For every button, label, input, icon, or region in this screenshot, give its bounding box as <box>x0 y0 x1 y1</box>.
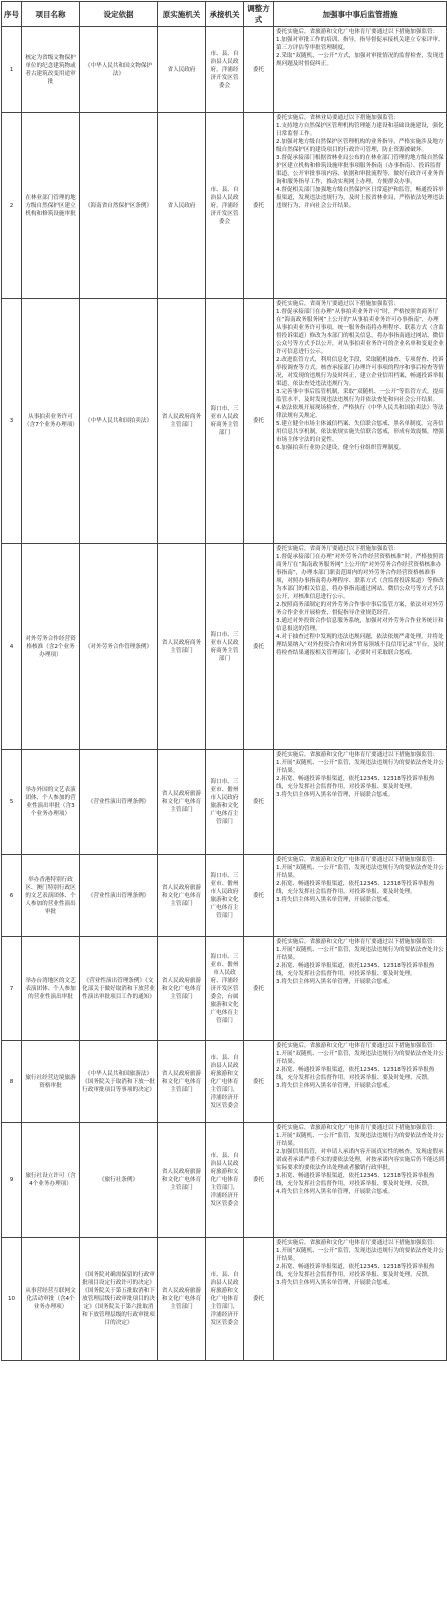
row-original-authority: 省人民政府旅游和文化广电体育主管部门 <box>158 1041 206 1123</box>
row-no: 1 <box>2 27 22 113</box>
measure-item: 委托实施后，省旅游和文化广电体育厅要通过以下措施加强监管： <box>276 1125 439 1131</box>
measure-item: 3.拓宽、畅通投诉举报渠道，依托12345、12318等投诉举报热线，充分发挥社会监督作用，对投诉举报、要及时处理、反馈。 <box>276 1173 435 1187</box>
row-basis: 《营业性演出管理条例》《文化部关于做好取消和下放营业性演出审批项目工作的通知》 <box>80 937 158 1041</box>
row-adjust-mode: 委托 <box>244 937 274 1041</box>
row-receiving-authority: 市、县、自治县人民政府旅游和文化广电体育主管部门，洋浦经济开发区管委会 <box>206 1238 244 1361</box>
row-no: 3 <box>2 299 22 544</box>
measure-item: 委托实施后，省旅游和文化广电体育厅要通过以下措施加强监管： <box>276 1240 439 1246</box>
measure-item: 委托实施后，省商务厅要通过以下措施加强监管： <box>276 546 400 552</box>
measure-item: 1.开展“双随机、一公开”监管，发现违法违规行为的要依法查处并公开结果。 <box>276 1133 444 1147</box>
row-receiving-authority: 市、县、自治县人民政府旅游和文化广电体育主管部门，洋浦经济开发区管委会 <box>206 1041 244 1123</box>
measure-item: 3.督促承接部门根据省林业局公布的在林业部门管理的地方级自然保护区建立机构和修筑设施审批事项服务指南（办事指南）、投诉监督渠道，公开审批事项内容、依据和审批流程等，做好行政许可业务咨询和服务指导工作，推动实现网上办理，方便群众办事。 <box>276 155 444 185</box>
row-no: 8 <box>2 1041 22 1123</box>
row-adjust-mode: 委托 <box>244 1238 274 1361</box>
measure-item: 2.拓宽、畅通投诉举报渠道，依托12345、12318等投诉举报热线，充分发挥社会监督作用，对投诉举报、要及时处理。 <box>276 776 435 790</box>
table-header-row <box>2 2 447 27</box>
row-name: 举办香港特别行政区、澳门特别行政区的文艺表演团体、个人参加的营业性演出审批 <box>22 855 80 937</box>
row-basis: 《国务院对确需保留的行政审批项目设定行政许可的决定》《国务院关于第五批取消和下放管理层级行政审批项目的决定》《国务院关于第六批取消和下放管理层级的行政审批项目的决定》 <box>80 1238 158 1361</box>
row-name: 对外劳务合作经营资格核准（含2个业务办理项） <box>22 544 80 750</box>
row-adjust-mode: 委托 <box>244 1123 274 1238</box>
table-row <box>2 299 447 544</box>
measure-item: 1.开展“双随机、一公开”监管，发现违法违规行为的要依法查处并公开结果。 <box>276 865 444 879</box>
row-name: 从事营经营互联网文化活动审批（含4个业务办理项） <box>22 1238 80 1361</box>
row-receiving-authority: 海口市、三亚市、儋州市人民政府、洋浦经济开发区管委会，台属旅游和文化广电体育主管部门 <box>206 937 244 1041</box>
row-measures <box>274 750 447 855</box>
policy-table <box>1 1 447 1361</box>
table-row <box>2 27 447 113</box>
row-measures <box>274 544 447 750</box>
measure-item: 委托实施后，省旅游和文化广电体育厅要通过以下措施加强监管： <box>276 752 439 758</box>
header-measures: 加强事中事后监管措施 <box>274 2 447 27</box>
row-adjust-mode: 委托 <box>244 299 274 544</box>
measure-item: 1.督促承接部门在办理“对外劳务合作经营资格核准”时，严格按照省商务厅在“海南政务服务网”上公开的“对外劳务合作经营资格核准办事指南”，办理本部门职责范围内的对外劳务合作经营资格核准事项，对照办事指南将办理程序、联系方式（含监督投诉渠道）等修改为本部门的相关信息，将办事指南通过网站、微信公众号等方式予以公开，对核准信息进行公示。 <box>276 554 444 600</box>
row-receiving-authority: 海口市、三亚市人民政府商务主管部门 <box>206 299 244 544</box>
row-no: 7 <box>2 937 22 1041</box>
measure-item: 2.拓宽、畅通投诉举报渠道，依托12345、12318等投诉举报热线，充分发挥社会监督作用，对投诉举报、要及时处理。 <box>276 881 435 895</box>
measure-item: 3.将失信主体列入黑名单管理，开展联合惩戒。 <box>276 1083 394 1089</box>
measure-item: 2.加强对地方级自然保护区管理机构的业务指导，严格实施涉及地方级自然保护区的建设项目的行政许可管理，防止资源被破坏。 <box>276 139 444 153</box>
measure-item: 3.将失信主体列入黑名单管理，开展联合惩戒。 <box>276 1280 394 1286</box>
header-name: 项目名称 <box>22 2 80 27</box>
row-basis: 《旅行社条例》 <box>80 1123 158 1238</box>
measure-item: 2.采取“双随机、一公开”方式，加强对审批情况的监督检查，发现违规问题及时督促纠正。 <box>276 53 444 67</box>
measure-item: 委托实施后，省旅游和文化广电体育厅要通过以下措施加强监管： <box>276 29 439 35</box>
row-basis: 《营业性演出管理条例》 <box>80 750 158 855</box>
row-measures <box>274 27 447 113</box>
row-adjust-mode: 委托 <box>244 855 274 937</box>
table-row <box>2 113 447 299</box>
row-measures <box>274 855 447 937</box>
table-row <box>2 855 447 937</box>
row-adjust-mode: 委托 <box>244 544 274 750</box>
measure-item: 2.按照商务部制定的对外劳务合作事中事后监管方案，依法对对外劳务合作企业开展检查，督促指导企业规范经营。 <box>276 602 444 616</box>
header-orig: 原实施机关 <box>158 2 206 27</box>
measure-item: 4.依法依规开展现场检查，严格执行《中华人民共和国拍卖法》等法律法规有关规定。 <box>276 405 444 419</box>
header-no: 序号 <box>2 2 22 27</box>
measure-item: 2.拓宽、畅通投诉举报渠道，依托12345、12318等投诉举报热线，充分发挥社会监督作用，对投诉举报、要及时处理、反馈。 <box>276 1264 435 1278</box>
row-measures <box>274 299 447 544</box>
measure-item: 1.开展“双随机、一公开”监管，发现违法违规行为的要依法查处并公开结果。 <box>276 760 444 774</box>
row-receiving-authority: 市、县、自治县人民政府，洋浦经济开发区管委会 <box>206 27 244 113</box>
row-basis: 《中华人民共和国旅游法》《国务院关于取消和下放一批行政审批项目等事项的决定》 <box>80 1041 158 1123</box>
row-original-authority: 省人民政府旅游和文化广电体育主管部门 <box>158 1123 206 1238</box>
row-name: 举办外国的文艺表演团体、个人参加的营业性演出审批（含3个业务办理项） <box>22 750 80 855</box>
row-name: 在林业部门管理的地方级自然保护区建立机构和修筑设施审批 <box>22 113 80 299</box>
row-original-authority: 省人民政府商务主管部门 <box>158 544 206 750</box>
measure-item: 3.完善事中事后监管机制，采取“双随机、一公开”等监管方式，提高监管水平，及时发现违法违规行为并依法查处和向社会公开结果。 <box>276 389 444 403</box>
row-original-authority: 省人民政府 <box>158 27 206 113</box>
measure-item: 委托实施后，省旅游和文化广电体育厅要通过以下措施加强监管： <box>276 1043 439 1049</box>
measure-item: 委托实施后，省旅游和文化广电体育厅要通过以下措施加强监管： <box>276 857 439 863</box>
row-original-authority: 省人民政府旅游和文化广电体育主管部门 <box>158 937 206 1041</box>
row-adjust-mode: 委托 <box>244 1041 274 1123</box>
row-no: 6 <box>2 855 22 937</box>
row-receiving-authority: 海口市、三亚市人民政府商务主管部门 <box>206 544 244 750</box>
measure-item: 4.督促相关部门加强地方级自然保护区日常巡护和监管，畅通投诉举报渠道，发现违法违规行为，及时上报省林业局，严格依法处理违法违规行为，并向社会公开结果。 <box>276 187 444 209</box>
measure-item: 3.通过对外投资合作信息服务系统，加强对对外劳务合作业务统计和信息报送的管理。 <box>276 618 444 632</box>
row-original-authority: 省人民政府旅游和文化广电体育主管部门 <box>158 855 206 937</box>
measure-item: 1.开展“双随机、一公开”监管，发现违法违规行为的要依法查处并公开结果。 <box>276 1248 444 1262</box>
measure-item: 3.将失信主体列入黑名单管理，开展联合惩戒。 <box>276 897 394 903</box>
row-measures <box>274 1238 447 1361</box>
table-row <box>2 544 447 750</box>
measure-item: 2.改进监管方式，利用信息化手段，采取随机抽查、专项督查、投诉举报调查等方式，核查承接部门办理许可事项的程序和事后检查等情况，对发现的违规行为及时纠正，建立企业信用档案，畅通投诉举报渠道，依法查处违法违规行为。 <box>276 357 444 387</box>
row-name: 核定为省级文物保护单位的纪念建筑物或者古建筑改变用途审批 <box>22 27 80 113</box>
row-receiving-authority: 市、县、自治县人民政府旅游和文化广电体育主管部门，洋浦经济开发区管委会 <box>206 1123 244 1238</box>
measure-item: 6.加强拍卖行业协会建设，健全行业组织管理制度。 <box>276 445 405 451</box>
measure-item: 委托实施后，省旅游和文化广电体育厅要通过以下措施加强监管： <box>276 939 439 945</box>
row-no: 2 <box>2 113 22 299</box>
row-adjust-mode: 委托 <box>244 113 274 299</box>
row-measures <box>274 1041 447 1123</box>
measure-item: 委托实施后，省林业局要通过以下措施加强监管： <box>276 115 400 121</box>
row-no: 5 <box>2 750 22 855</box>
header-recv: 承接机关 <box>206 2 244 27</box>
measure-item: 1.开展“双随机、一公开”监管，发现违法违规行为的要依法查处并公开结果。 <box>276 1051 444 1065</box>
row-name: 旅行社经营边境旅游资格审批 <box>22 1041 80 1123</box>
row-basis: 《对外劳务合作管理条例》 <box>80 544 158 750</box>
measure-item: 2.加强信用监管，对申请人承诺内容开展真实性的核查，发现虚假承诺或者承诺严重不实的要依法处理，对按承诺内容实施后仍不能达到实际要求的要依法作出处理或者撤销行政审批。 <box>276 1149 444 1171</box>
row-basis: 《中华人民共和国拍卖法》 <box>80 299 158 544</box>
row-basis: 《中华人民共和国文物保护法》 <box>80 27 158 113</box>
table-row <box>2 1041 447 1123</box>
row-measures <box>274 1123 447 1238</box>
row-receiving-authority: 海口市、三亚市、儋州市人民政府旅游和文化广电体育主管部门 <box>206 855 244 937</box>
row-adjust-mode: 委托 <box>244 27 274 113</box>
measure-item: 5.建立健全市场主体诚信档案、失信联合惩戒、黑名单制度，完善信用信息共享机制，依法依规实施失信联合惩戒，形成有效震慑，增强市场主体守法的自觉性。 <box>276 421 444 443</box>
measure-item: 4.将失信主体列入黑名单管理，开展联合惩戒。 <box>276 1189 394 1195</box>
row-no: 10 <box>2 1238 22 1361</box>
row-measures <box>274 113 447 299</box>
table-row <box>2 750 447 855</box>
measure-item: 委托实施后，省商务厅要通过以下措施加强监管： <box>276 301 400 307</box>
row-receiving-authority: 市、县、自治县人民政府，洋浦经济开发区管委会 <box>206 113 244 299</box>
row-no: 4 <box>2 544 22 750</box>
table-row <box>2 937 447 1041</box>
row-name: 从事拍卖业务许可（含7个业务办理项） <box>22 299 80 544</box>
row-original-authority: 省人民政府旅游和文化广电体育主管部门 <box>158 1238 206 1361</box>
row-adjust-mode: 委托 <box>244 750 274 855</box>
row-name: 旅行社设立许可（含4个业务办理项） <box>22 1123 80 1238</box>
table-row <box>2 1123 447 1238</box>
measure-item: 4.对于抽查过程中发现的违法违规问题，依法依规严肃处理，并将处理结果纳入“对外投资合作和对外贸易领域不良信用记录”平台，及时将检查结果通报相关管理部门，必要时可采取联合惩戒。 <box>276 634 445 656</box>
row-measures <box>274 937 447 1041</box>
row-original-authority: 省人民政府 <box>158 113 206 299</box>
measure-item: 1.支持地方自然保护区管理机构管理能力建设和基础设施建设，强化日常监督工作。 <box>276 123 444 137</box>
row-receiving-authority: 海口市、三亚市、儋州市人民政府旅游和文化广电体育主管部门 <box>206 750 244 855</box>
row-original-authority: 省人民政府商务主管部门 <box>158 299 206 544</box>
row-basis: 《海南省自然保护区条例》 <box>80 113 158 299</box>
measure-item: 1.督促承接部门在办理“从事拍卖业务许可”时，严格按照省商务厅在“海南政务服务网”上公开的“从事拍卖业务许可办事指南”，办理从事拍卖业务许可事项，统一服务指南将办理程序、联系方式（含监督投诉渠道）修改为本部门的相关信息，将办事指南通过网站、微信公众号等方式予以公开，对从事拍卖业务许可的企业名单和变更企业许可信息进行公示。 <box>276 309 444 355</box>
measure-item: 2.拓宽、畅通投诉举报渠道，依托12345、12318等投诉举报热线，充分发挥社会监督作用，对投诉举报、要及时处理。 <box>276 963 435 977</box>
header-mode: 调整方式 <box>244 2 274 27</box>
table-row <box>2 1238 447 1361</box>
measure-item: 1.开展“双随机、一公开”监管，发现违法违规行为的要依法查处并公开结果。 <box>276 947 444 961</box>
row-basis: 《营业性演出管理条例》 <box>80 855 158 937</box>
measure-item: 3.将失信主体列入黑名单管理，开展联合惩戒。 <box>276 792 394 798</box>
measure-item: 1.加强对审批工作的培训、指导，指导督促承接机关建立专家评审、第三方评估等审批管理制度。 <box>276 37 444 51</box>
header-basis: 设定依据 <box>80 2 158 27</box>
measure-item: 3.将失信主体列入黑名单管理，开展联合惩戒。 <box>276 979 394 985</box>
measure-item: 2.拓宽、畅通投诉举报渠道，依托12345、12318等投诉举报热线，充分发挥社会监督作用，对投诉举报、要及时处理、反馈。 <box>276 1067 435 1081</box>
row-no: 9 <box>2 1123 22 1238</box>
row-name: 举办台湾地区的文艺表演团体、个人参加的营业性演出审批 <box>22 937 80 1041</box>
row-original-authority: 省人民政府旅游和文化广电体育主管部门 <box>158 750 206 855</box>
